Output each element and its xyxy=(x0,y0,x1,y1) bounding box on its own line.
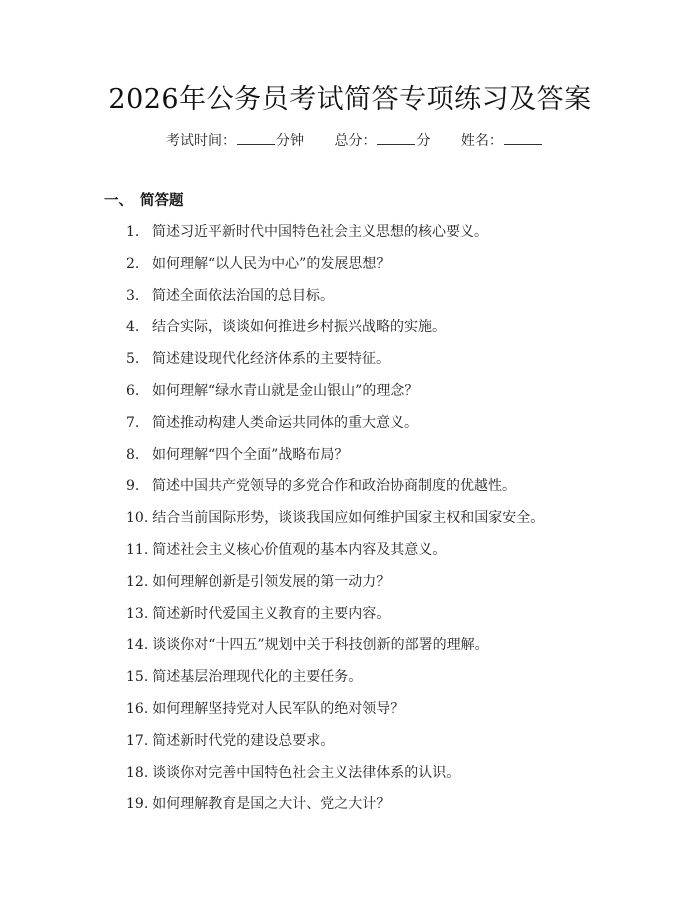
exam-info-line xyxy=(166,131,543,151)
question-number: 16. xyxy=(126,700,149,717)
question-text: 结合实际，谈谈如何推进乡村振兴战略的实施。 xyxy=(152,319,446,336)
question-item xyxy=(126,381,666,413)
question-text: 简述建设现代化经济体系的主要特征。 xyxy=(152,351,390,368)
question-text: 简述习近平新时代中国特色社会主义思想的核心要义。 xyxy=(152,224,488,240)
question-text: 简述社会主义核心价值观的基本内容及其意义。 xyxy=(152,541,447,558)
question-text: 结合当前国际形势，谈谈我国应如何维护国家主权和国家安全。 xyxy=(152,510,545,527)
total-score-label: 总分： xyxy=(334,133,377,149)
section-title: 简答题 xyxy=(140,192,184,209)
question-text: 简述新时代党的建设总要求。 xyxy=(152,732,335,749)
section-heading xyxy=(104,190,184,212)
question-number: 18. xyxy=(126,764,149,781)
exam-time-blank xyxy=(237,132,275,145)
question-number: 10. xyxy=(126,510,149,527)
section-number: 一、 xyxy=(104,192,133,209)
question-number: 3. xyxy=(126,287,140,304)
question-number: 5. xyxy=(126,351,140,368)
question-item xyxy=(126,540,666,572)
question-number: 8. xyxy=(126,446,140,463)
question-item xyxy=(126,572,666,604)
question-number: 9. xyxy=(126,478,140,495)
question-number: 15. xyxy=(126,669,149,686)
question-item xyxy=(126,349,666,381)
question-number: 11. xyxy=(126,541,149,558)
question-text: 谈谈你对“十四五”规划中关于科技创新的部署的理解。 xyxy=(152,637,489,654)
total-score-field xyxy=(334,131,430,151)
exam-time-unit: 分钟 xyxy=(276,133,304,149)
question-number: 2. xyxy=(126,255,140,272)
question-item xyxy=(126,476,666,508)
question-text: 如何理解“四个全面”战略布局？ xyxy=(152,446,349,463)
question-text: 谈谈你对完善中国特色社会主义法律体系的认识。 xyxy=(152,764,461,781)
total-score-unit: 分 xyxy=(416,133,431,149)
question-item xyxy=(126,286,666,318)
student-name-blank xyxy=(504,132,542,145)
total-score-blank xyxy=(377,132,415,145)
question-item xyxy=(126,604,666,636)
question-number: 6. xyxy=(126,382,140,399)
question-text: 如何理解“绿水青山就是金山银山”的理念？ xyxy=(152,382,419,399)
question-item xyxy=(126,699,666,731)
exam-time-field xyxy=(166,131,304,151)
question-item xyxy=(126,794,666,826)
question-text: 简述推动构建人类命运共同体的重大意义。 xyxy=(152,414,418,431)
question-text: 如何理解“以人民为中心”的发展思想？ xyxy=(152,255,391,272)
question-item xyxy=(126,635,666,667)
question-item xyxy=(126,317,666,349)
question-item xyxy=(126,508,666,540)
question-number: 19. xyxy=(126,796,149,813)
question-item xyxy=(126,254,666,286)
question-item xyxy=(126,445,666,477)
question-text: 简述基层治理现代化的主要任务。 xyxy=(152,669,363,686)
question-number: 7. xyxy=(126,414,140,431)
question-item xyxy=(126,731,666,763)
question-number: 1. xyxy=(126,224,140,240)
question-text: 简述新时代爱国主义教育的主要内容。 xyxy=(152,605,391,622)
exam-time-label: 考试时间： xyxy=(166,133,236,149)
question-text: 如何理解创新是引领发展的第一动力？ xyxy=(152,573,391,590)
question-item xyxy=(126,222,666,254)
question-text: 如何理解坚持党对人民军队的绝对领导？ xyxy=(152,700,405,717)
question-number: 14. xyxy=(126,637,149,654)
question-number: 12. xyxy=(126,573,149,590)
question-text: 如何理解教育是国之大计、党之大计？ xyxy=(152,796,391,813)
question-number: 4. xyxy=(126,319,140,336)
question-text: 简述中国共产党领导的多党合作和政治协商制度的优越性。 xyxy=(152,478,516,495)
question-list xyxy=(126,222,666,826)
question-item xyxy=(126,413,666,445)
student-name-field xyxy=(461,131,543,151)
question-text: 简述全面依法治国的总目标。 xyxy=(152,287,334,304)
question-number: 17. xyxy=(126,732,149,749)
question-number: 13. xyxy=(126,605,149,622)
student-name-label: 姓名： xyxy=(460,133,503,149)
document-title: 2026年公务员考试简答专项练习及答案 xyxy=(108,84,592,115)
question-item xyxy=(126,763,666,795)
question-item xyxy=(126,667,666,699)
